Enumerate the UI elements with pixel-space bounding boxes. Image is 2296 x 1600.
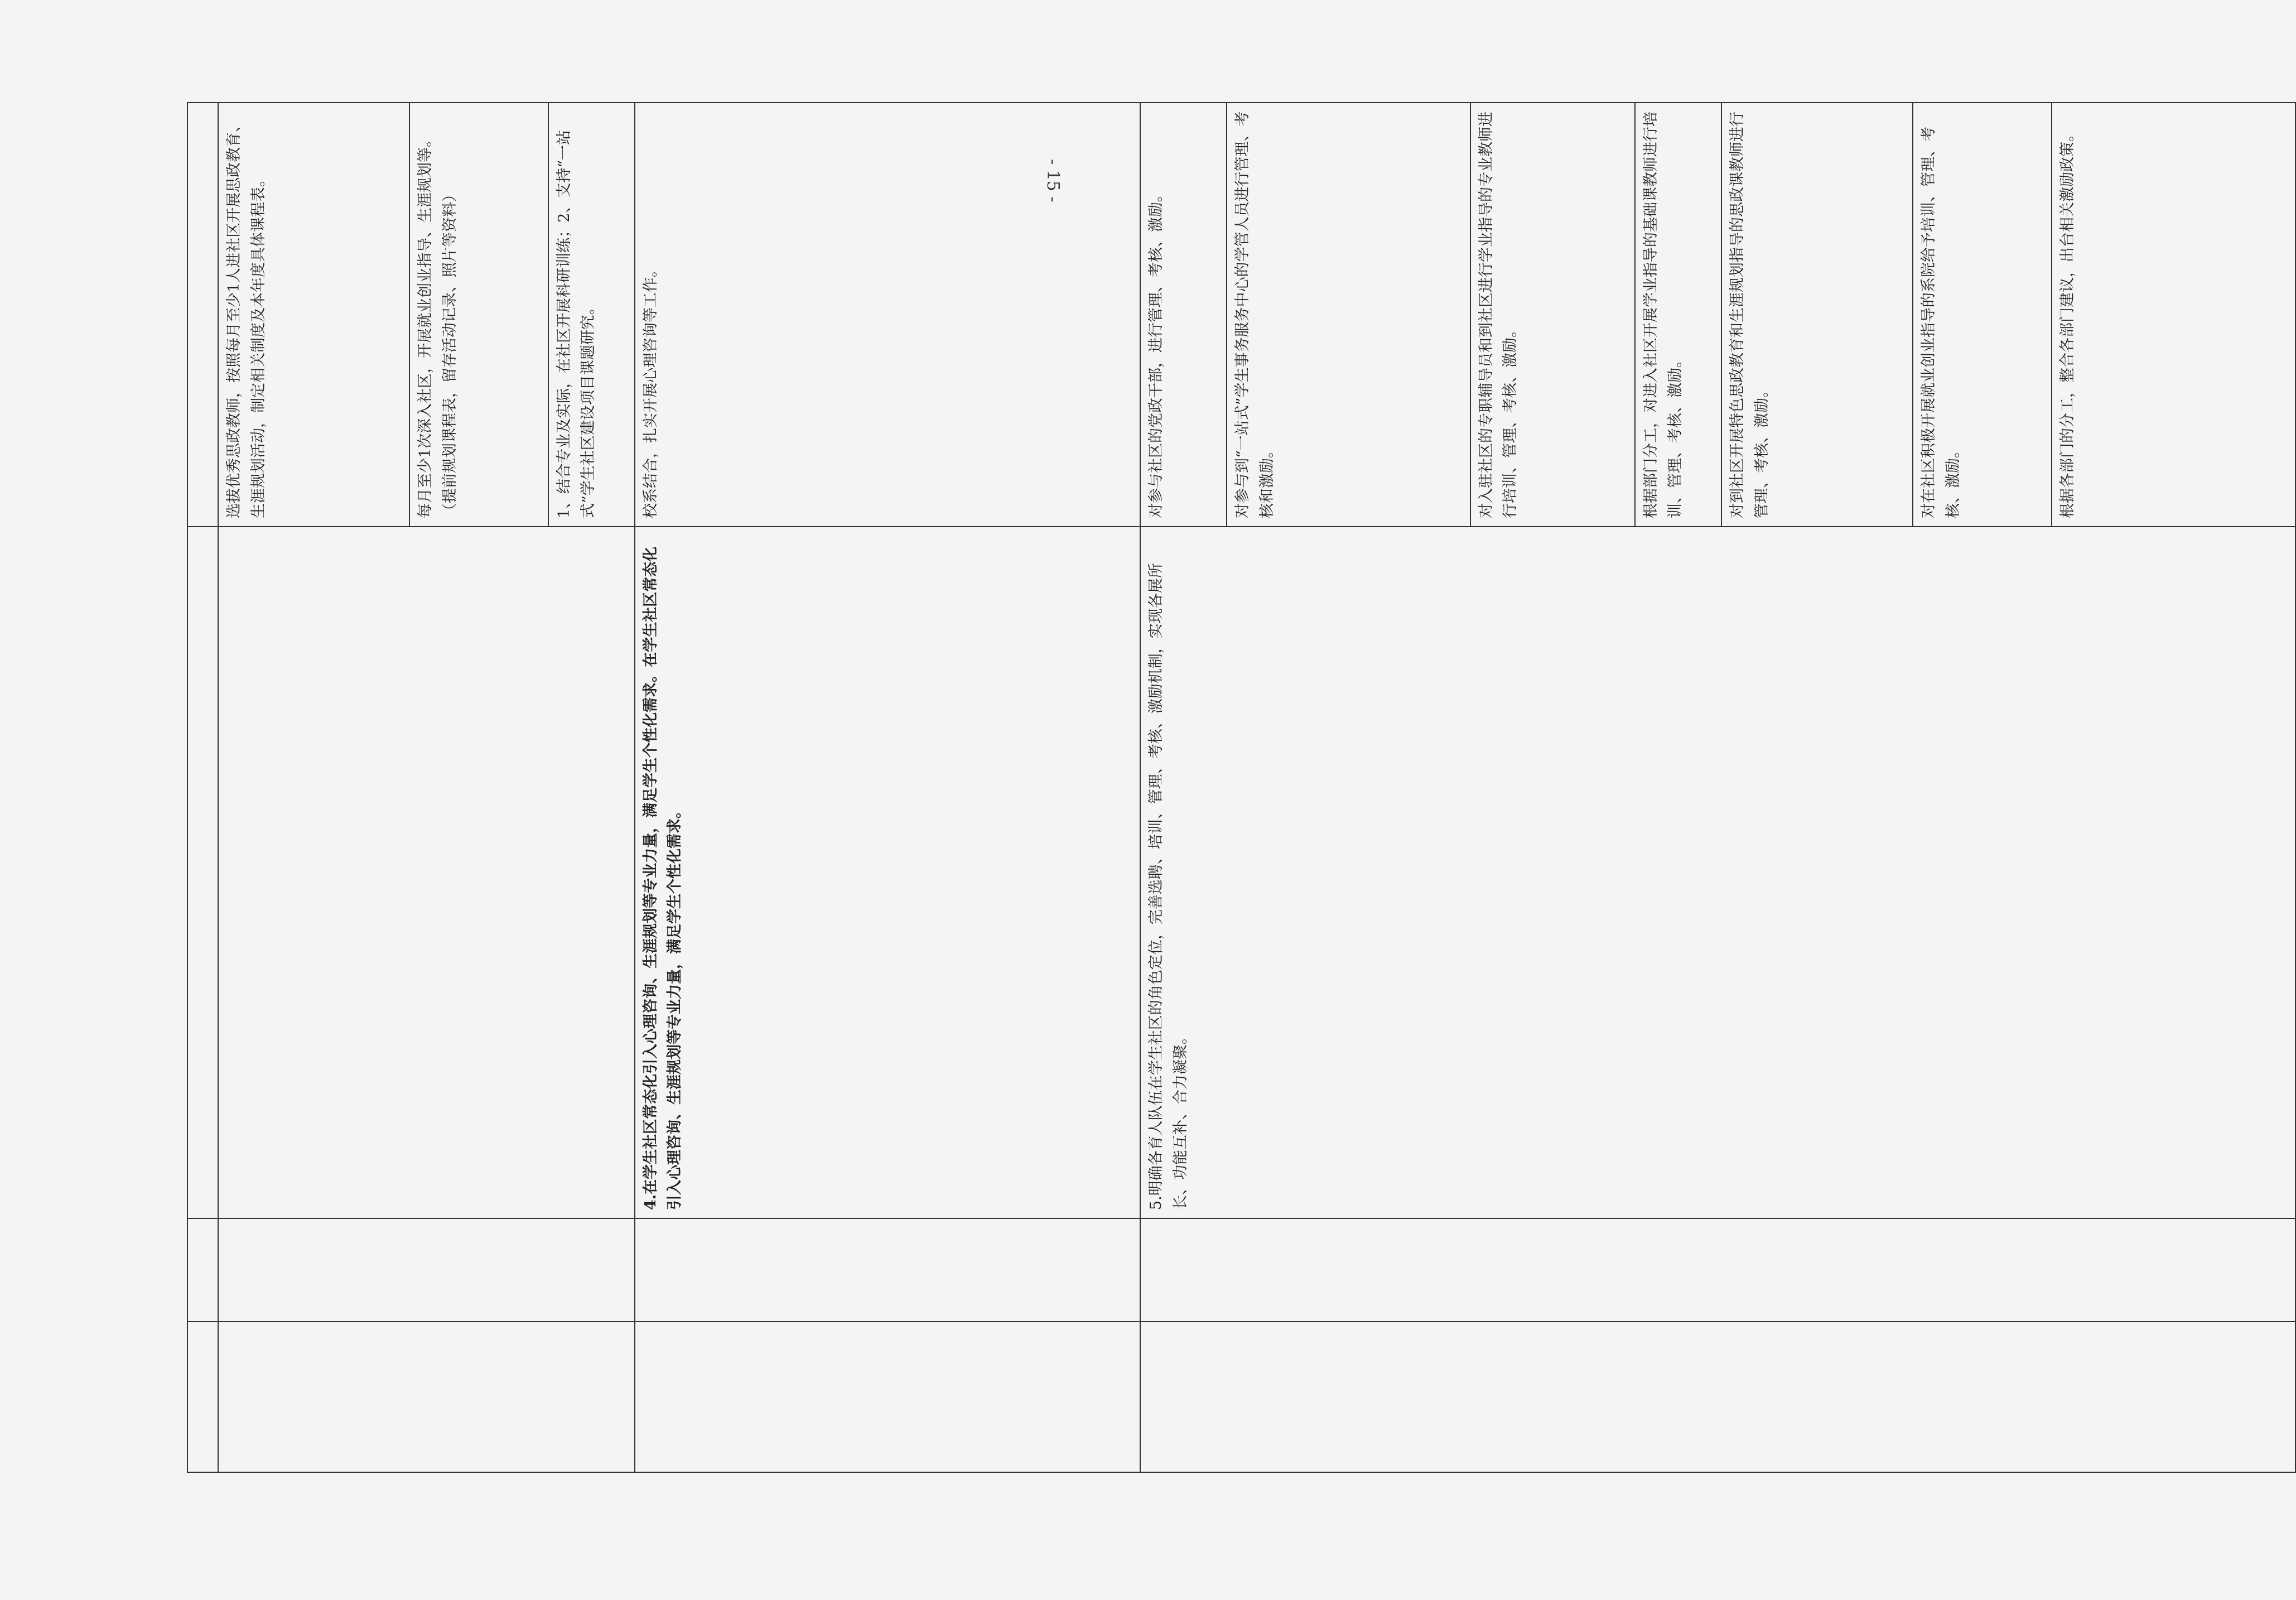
- measure-cell: 对入驻社区的专职辅导员和到社区进行学业指导的专业教师进行培训、管理、考核、激励。: [1470, 103, 1636, 527]
- empty-cell: [635, 1218, 1140, 1322]
- table-row: [1140, 103, 1227, 1472]
- measure-cell: 对参与社区的党政干部，进行管理、考核、激励。: [1140, 103, 1227, 527]
- table-row: [635, 103, 1140, 1472]
- measure-cell: 对在社区积极开展就业创业指导的系院给予培训、管理、考核、激励。: [1913, 103, 2052, 527]
- work-plan-table: [187, 102, 2296, 1473]
- goal-5-cell: 5.明确各育人队伍在学生社区的角色定位，完善选聘、培训、管理、考核、激励机制，实现各展所长、功能互补、合力凝聚。: [1140, 527, 2295, 1218]
- empty-cell: [1140, 1218, 2295, 1322]
- empty-cell: [218, 1218, 635, 1322]
- measure-cell: 每月至少1次深入社区，开展就业创业指导、生涯规划等。（提前规划课程表，留存活动记录、照片等资料）: [409, 103, 548, 527]
- table-header-row: [187, 103, 218, 1472]
- table-row: [218, 103, 409, 1472]
- measure-cell: 根据各部门的分工，整合各部门建议，出台相关激励政策。: [2052, 103, 2295, 527]
- measure-cell: 根据部门分工，对进入社区开展学业指导的基础课教师进行培训、管理、考核、激励。: [1635, 103, 1721, 527]
- empty-cell: [1140, 1322, 2295, 1472]
- goal-4-cell: 4.在学生社区常态化引入心理咨询、生涯规划等专业力量，满足学生个性化需求。在学生社区常态化引入心理咨询、生涯规划等专业力量，满足学生个性化需求。: [635, 527, 1140, 1218]
- measure-cell: 对参与到“一站式”学生事务服务中心的学管人员进行管理、考核和激励。: [1227, 103, 1470, 527]
- page-number: - 15 -: [1043, 159, 1063, 203]
- measure-cell: 校系结合，扎实开展心理咨询等工作。: [635, 103, 1140, 527]
- measure-cell: 选拔优秀思政教师，按照每月至少1人进社区开展思政教育、生涯规划活动，制定相关制度及本年度具体课程表。: [218, 103, 409, 527]
- header-cell: [187, 1218, 218, 1322]
- header-cell: [187, 103, 218, 527]
- empty-cell: [218, 527, 635, 1218]
- empty-cell: [635, 1322, 1140, 1472]
- header-cell: [187, 527, 218, 1218]
- empty-cell: [218, 1322, 635, 1472]
- measure-cell: 对到社区开展特色思政教育和生涯规划指导的思政课教师进行管理、考核、激励。: [1721, 103, 1913, 527]
- header-cell: [187, 1322, 218, 1472]
- measure-cell: 1、结合专业及实际，在社区开展科研训练；2、支持“一站式”学生社区建设项目课题研究。: [548, 103, 635, 527]
